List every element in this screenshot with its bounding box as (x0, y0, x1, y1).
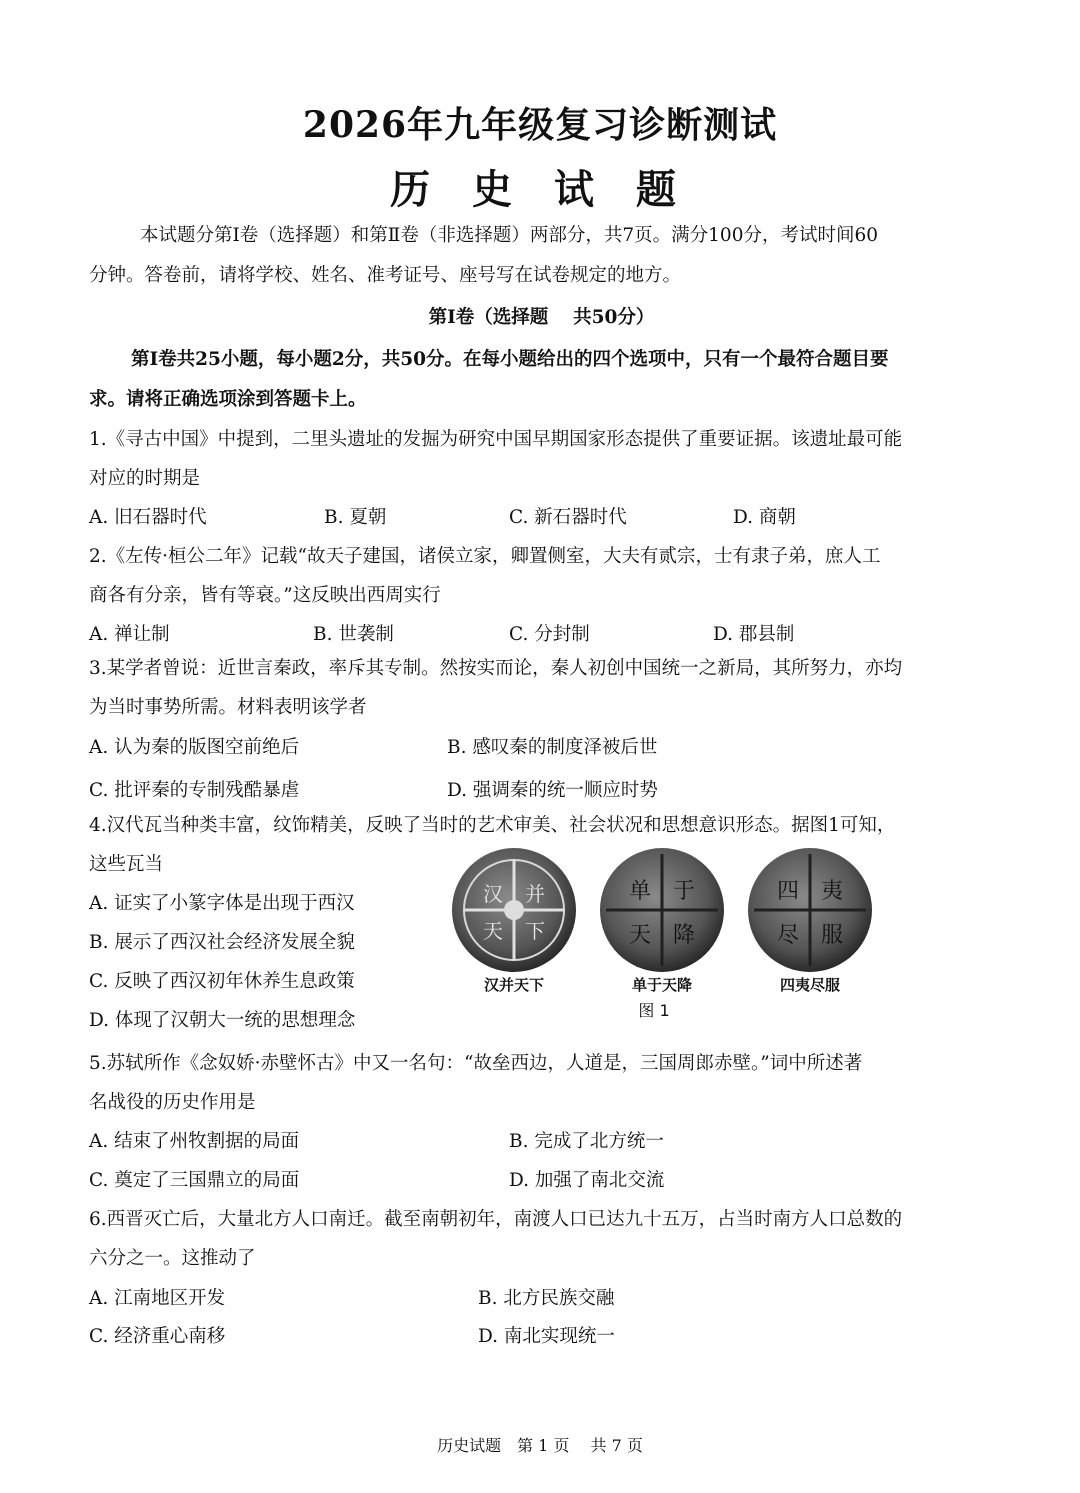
figure-caption-1: 汉并天下 (483, 976, 545, 994)
q1-stem-1: 1.《寻古中国》中提到，二里头遗址的发掘为研究中国早期国家形态提供了重要证据。该遗址最可能 (89, 429, 903, 450)
subject-title: 历 史 试 题 (390, 166, 690, 213)
section-instruction-2: 求。请将正确选项涂到答题卡上。 (89, 389, 367, 410)
q2-option-d: D. 郡县制 (713, 624, 795, 645)
q6-stem-1: 6.西晋灭亡后，大量北方人口南迁。截至南朝初年，南渡人口已达九十五万，占当时南方人口总数的 (89, 1209, 903, 1230)
tile-3-char-1: 四 (776, 879, 800, 904)
tile-3-char-3: 尽 (776, 923, 800, 948)
tile-han-bing-tian-xia (452, 848, 576, 972)
tile-1-char-2: 并 (525, 882, 545, 906)
tile-1-char-4: 下 (525, 919, 545, 943)
tile-3-char-4: 服 (820, 923, 844, 948)
q5-option-d: D. 加强了南北交流 (509, 1170, 665, 1191)
tile-boss-1 (504, 900, 524, 920)
tile-1-char-1: 汉 (483, 882, 503, 906)
q3-option-d: D. 强调秦的统一顺应时势 (447, 780, 658, 801)
q2-option-a: A. 禅让制 (89, 624, 170, 645)
q4-option-d: D. 体现了汉朝大一统的思想理念 (89, 1010, 356, 1031)
q2-stem-2: 商各有分亲，皆有等衰。”这反映出西周实行 (89, 585, 441, 606)
q3-option-c: C. 批评秦的专制残酷暴虐 (89, 780, 300, 801)
q2-option-c: C. 分封制 (509, 624, 590, 645)
q1-option-b: B. 夏朝 (324, 507, 387, 528)
figure-1-roof-tiles (444, 846, 884, 1026)
figure-caption-3: 四夷尽服 (779, 976, 841, 994)
q4-stem-1: 4.汉代瓦当种类丰富，纹饰精美，反映了当时的艺术审美、社会状况和思想意识形态。据图1可知， (89, 815, 896, 836)
q4-option-b: B. 展示了西汉社会经济发展全貌 (89, 932, 355, 953)
tile-3-char-2: 夷 (820, 879, 844, 904)
q1-option-a: A. 旧石器时代 (89, 507, 207, 528)
q5-option-b: B. 完成了北方统一 (509, 1131, 664, 1152)
q4-option-a: A. 证实了小篆字体是出现于西汉 (89, 893, 355, 914)
q4-option-c: C. 反映了西汉初年休养生息政策 (89, 971, 355, 992)
section-title: 第Ⅰ卷（选择题 共50分） (428, 307, 655, 328)
tile-1-char-3: 天 (483, 919, 503, 943)
q1-stem-2: 对应的时期是 (89, 468, 201, 489)
tile-2-char-2: 于 (672, 879, 696, 904)
q1-option-d: D. 商朝 (733, 507, 796, 528)
q2-option-b: B. 世袭制 (313, 624, 394, 645)
tile-chan-yu-tian-jiang (600, 848, 724, 972)
q4-stem-2: 这些瓦当 (89, 854, 164, 875)
tile-2-char-1: 单 (628, 879, 652, 904)
q3-stem-2: 为当时事势所需。材料表明该学者 (89, 697, 367, 718)
q6-option-c: C. 经济重心南移 (89, 1326, 226, 1347)
q5-stem-1: 5.苏轼所作《念奴娇·赤壁怀古》中又一名句：“故垒西边，人道是，三国周郎赤壁。”词中所述著 (89, 1053, 863, 1074)
page-footer: 历史试题 第 1 页 共 7 页 (437, 1436, 643, 1455)
q1-option-c: C. 新石器时代 (509, 507, 627, 528)
tile-2-char-3: 天 (628, 923, 652, 948)
q6-option-b: B. 北方民族交融 (478, 1288, 615, 1309)
q5-option-a: A. 结束了州牧割据的局面 (89, 1131, 300, 1152)
q3-option-b: B. 感叹秦的制度泽被后世 (447, 737, 658, 758)
exam-title: 2026年九年级复习诊断测试 (302, 104, 778, 146)
figure-caption-2: 单于天降 (631, 976, 693, 994)
section-instruction-1: 第Ⅰ卷共25小题，每小题2分，共50分。在每小题给出的四个选项中，只有一个最符合题目要 (131, 349, 889, 370)
q3-option-a: A. 认为秦的版图空前绝后 (89, 737, 300, 758)
q5-option-c: C. 奠定了三国鼎立的局面 (89, 1170, 300, 1191)
q6-stem-2: 六分之一。这推动了 (89, 1248, 256, 1269)
intro-line-2: 分钟。答卷前，请将学校、姓名、准考证号、座号写在试卷规定的地方。 (89, 265, 682, 286)
q5-stem-2: 名战役的历史作用是 (89, 1092, 256, 1113)
q6-option-d: D. 南北实现统一 (478, 1326, 615, 1347)
q2-stem-1: 2.《左传·桓公二年》记载“故天子建国，诸侯立家，卿置侧室，大夫有贰宗，士有隶子弟，庶人工 (89, 546, 881, 567)
intro-line-1: 本试题分第Ⅰ卷（选择题）和第Ⅱ卷（非选择题）两部分，共7页。满分100分，考试时间60 (140, 225, 879, 246)
tile-si-yi-jin-fu (748, 848, 872, 972)
q6-option-a: A. 江南地区开发 (89, 1288, 226, 1309)
tile-2-char-4: 降 (672, 923, 696, 948)
figure-label: 图 1 (638, 1001, 670, 1020)
q3-stem-1: 3.某学者曾说：近世言秦政，率斥其专制。然按实而论，秦人初创中国统一之新局，其所努力，亦均 (89, 658, 903, 679)
